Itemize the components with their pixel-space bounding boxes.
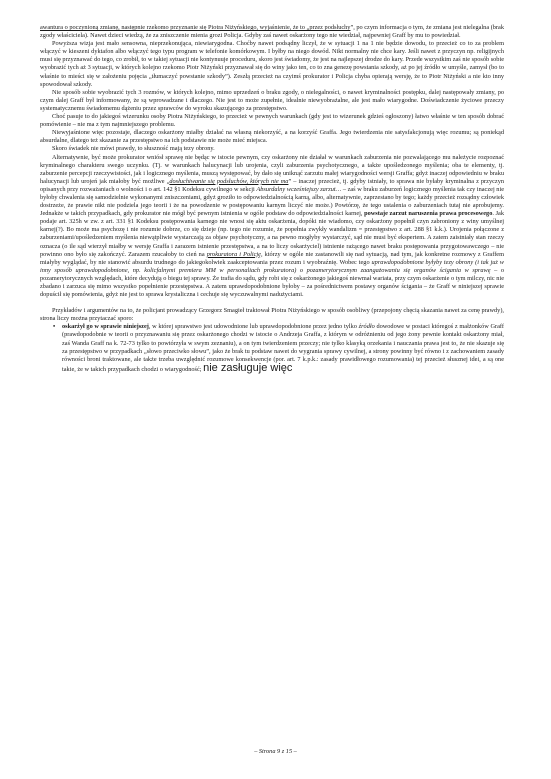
text-run: powstaje zarzut naruszenia prawa procesowego	[364, 210, 493, 218]
text-run: uprawdopodobnione byłyby tezy obrony (i tak już w inny sposób uprawdopodobnione, np. kolicfalnymi premiera MM w personaliach prokuratora) o pozamerytorycznym zaangażowaniu się organów ścigania w sprawę	[40, 258, 504, 274]
text-run: Przykładów i argumentów na to, że policjant prowadzący Grzegorz Smagieł traktował Piotra Niżyńskiego w sposób osobliwy (przepojony chęcią skazania nawet za cenę prawdy), strona liczy można przytaczać sporo:	[40, 307, 504, 323]
page-footer: – Strona 9 z 15 –	[254, 748, 297, 755]
text-run: – o pozamerytorycznych względach, które decydują o biegu tej sprawy. Że trafia do sądu, gdy robi się z oskarżonego jakiegoś niewmał wariata, przy czym oskarżenie o tym milczy, nic nie zbadano i zarzuca się mimo wszystko popełnienie przestępstwa. A zatem uprawdopodobnione byłoby – za pośrednictwem postawy organów ścigania – że Graff w niniejszej sprawie dopuścił się pomówienia, gdyż nie jest to sprawa krystaliczna i cechuje się wyczuwalnymi nadużyciami.	[40, 266, 504, 299]
bullet-list	[40, 323, 504, 374]
paragraph	[40, 145, 504, 153]
text-run: oskarżył go w sprawie niniejszej	[62, 323, 149, 331]
text-run: Alternatywnie, być może prokurator wniósł sprawę nie będąc w istocie pewnym, czy oskarżony nie działał w warunkach zaburzenia nie pozwalającego mu należycie rozpoznać kryminalnego charakteru swego uczynku. (Tj. w warunkach halucynacji lub urojenia, czyli zaburzenia psychotycznego, a także upośledzonego myślenia; oba te elementy, tj. zaburzenie percepcji rzeczywistości, jak i logicznego myślenia, muszą występować, by dało się uniknąć zarzutu małej wiarygodności wersji Graffa; gdyż inaczej odpowiedniu w braku halucynacji lub urojeń jak miałoby być możliwe „	[40, 153, 504, 185]
text-run: Niewyjaśnione więc pozostaje, dlaczego oskarżony miałby działać na własną niekorzyść, a na korzyść Graffa. Jego twierdzenia nie satysfakcjonują więc rozumu; są poniekąd absurdalne, dlatego też skazanie za przestępstwo na ich podstawie nie może mieć miejsca.	[40, 129, 504, 145]
paragraphs	[40, 24, 504, 323]
paragraph	[40, 89, 504, 113]
text-run: . Jak podaje art. 325h w zw. z art. 331 §1 Kodeksu postępowania karnego nie wnosi się aktu oskarżenia, dopóki nie wiadomo, czy oskarżony popełnił czyn zabroniony z winy umyślnej karnej(?). Bo może ma psychozę i nie rozumie dobrze, co się dzieje (np. tego nie rozumie, że popełnia zwykły wandalizm = przestępstwo z art. 288 §1 k.k.). Urojenia połączone z zaburzeniami/upośledzeniem myślenia niewątpliwie wystarczają za objaw psychotyczny, a na pewno mogłyby wystarczyć, sąd nie musi być ekspertem. A zatem zaistniały stan rzeczy oznacza (o ile sąd wierzył miałby w wersję Graffa i zarazem istnienie przestępstwa, a na to liczy oskarżyciel) istnienie rażącego nawet braku postępowania przygotowawczego – nie powinno ono było się zakończyć. Zarazem rzucałoby to cień na	[40, 210, 504, 258]
paragraph	[40, 154, 504, 300]
text-run: dowodowe w postaci któregoś z małżonków Graff (prawdopodobnie w teorii o przyznawaniu się przez oskarżonego chodzi w istocie o Andrzeja Graffa, z którym w odróżnieniu od jego żony pewnie kontakt oskarżony miał, zaś Wanda Graff na k. 72-73 tylko to powtórzyła w swym zeznaniu), a on tym twierdzeniem przeczy; nie tylko klasyką orzekania i nauczania prawa jest to, że nie skazuje się za przestępstwo w przypadkach „słowo przeciwko słowu”, jako że brak tu podstaw nawet do wygrania sprawy cywilnej, a strony powinny być równo i z zachowaniem zasady równości broni traktowane, ale także trzeba uwzględnić rozumowe konsekwencje (por. art. 7 k.p.k.: zasady prawidłowego rozumowania) tej przecież słusznej idei, a są one takie, że w takich przypadkach chodzi o wiarygodność;	[62, 323, 504, 373]
text-run: Powyższa wizja jest mało sensowna, nieprzekonująca, niewiarygodna. Choćby nawet podsądny liczył, że w sytuacji 1 na 1 nie będzie dowodu, to przecież co to za problem włączyć w kieszeni dyktafon albo włączyć tego typu program w telefonie komórkowym. I byłby na niego dowód. Nikt normalny nie chce kary. Jeśli nawet z przyczyn np. religijnych musi się przyznawać do tego, co zrobił, to w takiej sytuacji nie kontynuuje proceduru, skoro jest świadomy, że jest na najlepszej drodze do kary. Przede wszystkim zaś nie sposób sobie wyobrazić tych aż 3 sytuacji, w których kolejno rzekomo Piotr Niżyński przyznawał się do winy jako ten, co to zna genezę powstania szkody, aż po jej źródło w umyśle, zamysł (bo to właśnie to mieści się w założeniu pojęcia „tłumaczyć powstanie szkody”). Zeszłą przecież na czyimś prokurator i Policja chyba opierają wersję, że to Piotr Niżyński a nie kto inny spowodował szkody.	[40, 40, 504, 88]
text-run: , którzy w ogóle nie zastanowili się nad sytuacją, nad tym, jak konkretne rozmowy z Graffem miałyby wyglądać, by nie stanowić absurdu trudnego do jakiegokolwiek zaakceptowania przez rozum i wyobraźnię. Wobec tego	[40, 250, 504, 266]
text-run: źródło	[358, 323, 375, 331]
text-run: awantura o poczynioną zmianę, następnie rzekomo przyznanie się Piotra Niżyńskiego, wyjaśnienie, że to „przez	[40, 24, 325, 31]
paragraph	[40, 307, 504, 323]
text-run: podsłuchy	[324, 24, 351, 31]
text-run: Choć pasuje to do jakiegoś wizerunku osoby Piotra Niżyńskiego, to przecież w pewnych warunkach (gdy jest to wizerunek gdzieś ogłoszony) łatwo właśnie w ten sposób dobrać pomówienie – nie ma z tym najmniejszego problemu.	[40, 113, 504, 129]
paragraph	[40, 40, 504, 89]
text-run: prokuratora i Policję	[206, 250, 261, 258]
text-run: Skoro świadek nie mówi prawdy, to słuszność mają tezy obrony.	[52, 145, 215, 153]
paragraph	[40, 24, 504, 40]
text-run: Absurdalny wcześniejszy zarzut…	[256, 185, 342, 193]
text-run: Nie sposób sobie wyobrazić tych 3 rozmów, w których kolejno, mimo uprzedzeń o braku zgody, o nielegalności, o nawet kryminalności postępku, dalej następowały zmiany, po czym dalej Graff był informowany, że są wprowadzane i dlaczego. Nie jest to może zupełnie, idealnie niewyobrażalne, ale jest mało wiarygodne. Doświadczenie życiowe przeczy systematycznemu świadomemu dążeniu przez sprawców do wyroku skazującego za przestępstwo.	[40, 88, 504, 112]
list-item	[62, 323, 504, 374]
paragraph	[40, 129, 504, 145]
text-run: , w której sprawstwo jest udowodnione lub uprawdopodobnione przez jedno tylko	[148, 323, 359, 331]
document-body	[40, 24, 504, 374]
text-run: ”, po czym informacja o tym, że zmiana jest nielegalna (brak zgody właściciela). Nawet dzieci wiedzą, że za zniszczenie mienia grozi Policja. Gdyby zaś nawet oskarżony tego nie wiedział, najpewniej Graff by mu to powiedział.	[40, 24, 504, 40]
text-run: – zaś w braku zaburzeń logicznego myślenia tak czy inaczej nie byłoby chwalenia się samodzielnie wykonanymi zniszczeniami, gdyż groziło to odpowiedzialnością karną, albo, alternatywnie, zaprzestano by tego; każdy przecież rozsądny człowiek dostrzeże, że prawie nikt nie podziela jego teorii i że na powodzenie w postępowaniu karnym liczyć nie może.) Powtórzę, że tego ustalenia o zaburzeniach tutaj nie aprobujemy. Jednakże w takich przypadkach, gdy prokurator nie mógł być pewnym istnienia w ogóle podstaw do odpowiedzialności karnej,	[40, 185, 504, 218]
text-run: ” – inaczej przecież, tj. gdyby istniały, to sprawa nie byłaby kryminalna z przyczyn opisanych przy rozważaniach o wolności i o art. 142 §1 Kodeksu cywilnego w sekcji	[40, 177, 504, 193]
text-run: dosłuchiwanie się podsłuchów, których nie ma	[169, 177, 289, 185]
paragraph	[40, 113, 504, 129]
text-run: nie zasługuje więc	[203, 361, 293, 374]
